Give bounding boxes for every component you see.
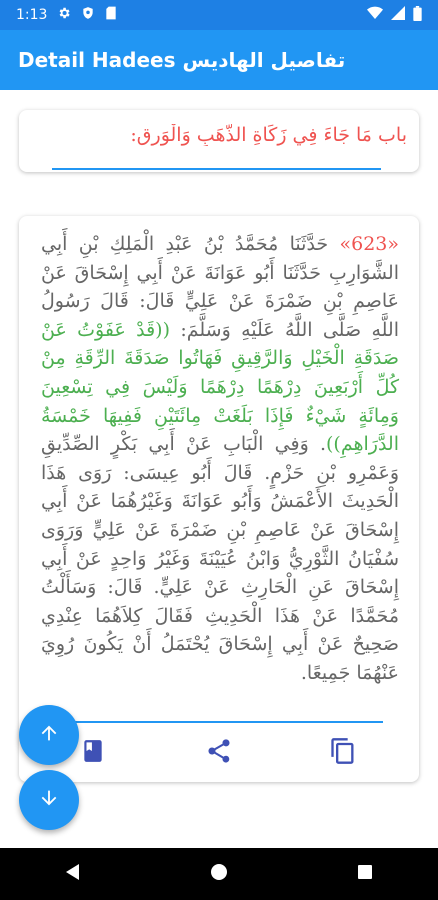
app-bar: [0, 30, 438, 90]
gear-icon: [57, 6, 71, 24]
copy-button[interactable]: [321, 731, 365, 775]
shield-icon: [81, 6, 95, 24]
signal-icon: [391, 6, 405, 24]
book-icon: [80, 737, 106, 769]
hadith-text: [41, 230, 399, 688]
copy-icon: [329, 736, 357, 770]
status-left: [16, 6, 117, 24]
scroll-down-button[interactable]: [19, 770, 79, 830]
hadith-divider: [75, 721, 383, 723]
hadith-text-quote: ((قَدْ عَفَوْتُ عَنْ صَدَقَةِ الْخَيْلِ وَالرَّقِيقِ فَهَاتُوا صَدَقَةَ الرِّقَةِ مِنْ كُلِّ أَرْبَعِينَ دِرْهَمًا دِرْهَمًا وَلَيْسَ فِي تِسْعِينَ وَمِائَةٍ شَيْءٌ فَإِذَا بَلَغَتْ مِائَتَيْنِ فَفِيهَا خَمْسَةُ الدَّرَاهِمِ)): [41, 318, 399, 456]
page-title: Detail Hadees تفاصيل الهاديس: [18, 48, 346, 72]
chapter-card: [19, 110, 419, 172]
arrow-down-icon: [38, 787, 60, 813]
status-time: 1:13: [16, 7, 48, 23]
wifi-icon: [367, 6, 383, 24]
battery-icon: [413, 6, 422, 25]
recents-button[interactable]: [345, 854, 385, 894]
back-icon: [65, 863, 81, 885]
sd-card-icon: [105, 6, 117, 24]
chapter-divider: [52, 168, 381, 170]
status-bar: [0, 0, 438, 30]
navigation-bar: [0, 848, 438, 900]
back-button[interactable]: [53, 854, 93, 894]
recents-icon: [357, 864, 373, 884]
chapter-title: باب مَا جَاءَ فِي زَكَاةِ الذَّهَبِ وَالْوَرِقِ:: [130, 124, 407, 146]
status-right: [367, 6, 422, 25]
home-icon: [210, 863, 228, 885]
hadith-text-intro: حَدَّثَنَا مُحَمَّدُ بْنُ عَبْدِ الْمَلِكِ بْنِ أَبِي الشَّوَارِبِ حَدَّثَنَا أَبُو عَوَانَةَ عَنْ أَبِي إِسْحَاقَ عَنْ عَاصِمِ بْنِ ضَمْرَةَ عَنْ عَلِيٍّ قَالَ: قَالَ رَسُولُ اللَّهِ صَلَّى اللَّهُ عَلَيْهِ وَسَلَّمَ:: [41, 233, 399, 341]
share-icon: [205, 737, 233, 769]
hadith-card: [19, 216, 419, 782]
arrow-up-icon: [38, 722, 60, 748]
hadith-text-commentary: . وَفِي الْبَابِ عَنْ أَبِي بَكْرٍ الصِّدِّيقِ وَعَمْرِو بْنِ حَزْمٍ. قَالَ أَبُو عِيسَى: رَوَى هَذَا الْحَدِيثَ الأَعْمَشُ وَأَبُو عَوَانَةَ وَغَيْرُهُمَا عَنْ أَبِي إِسْحَاقَ عَنْ عَاصِمِ بْنِ ضَمْرَةَ عَنْ عَلِيٍّ وَرَوَى سُفْيَانُ الثَّوْرِيُّ وَابْنُ عُيَيْنَةَ وَغَيْرُ وَاحِدٍ عَنْ أَبِي إِسْحَاقَ عَنِ الْحَارِثِ عَنْ عَلِيٍّ. قَالَ: وَسَأَلْتُ مُحَمَّدًا عَنْ هَذَا الْحَدِيثِ فَقَالَ كِلاَهُمَا عِنْدِي صَحِيحٌ عَنْ أَبِي إِسْحَاقَ يُحْتَمَلُ أَنْ يَكُونَ رُوِيَ عَنْهُمَا جَمِيعًا.: [41, 433, 399, 684]
share-button[interactable]: [197, 731, 241, 775]
scroll-up-button[interactable]: [19, 705, 79, 765]
hadith-number: «623»: [339, 233, 399, 255]
home-button[interactable]: [199, 854, 239, 894]
action-row: [19, 731, 419, 775]
